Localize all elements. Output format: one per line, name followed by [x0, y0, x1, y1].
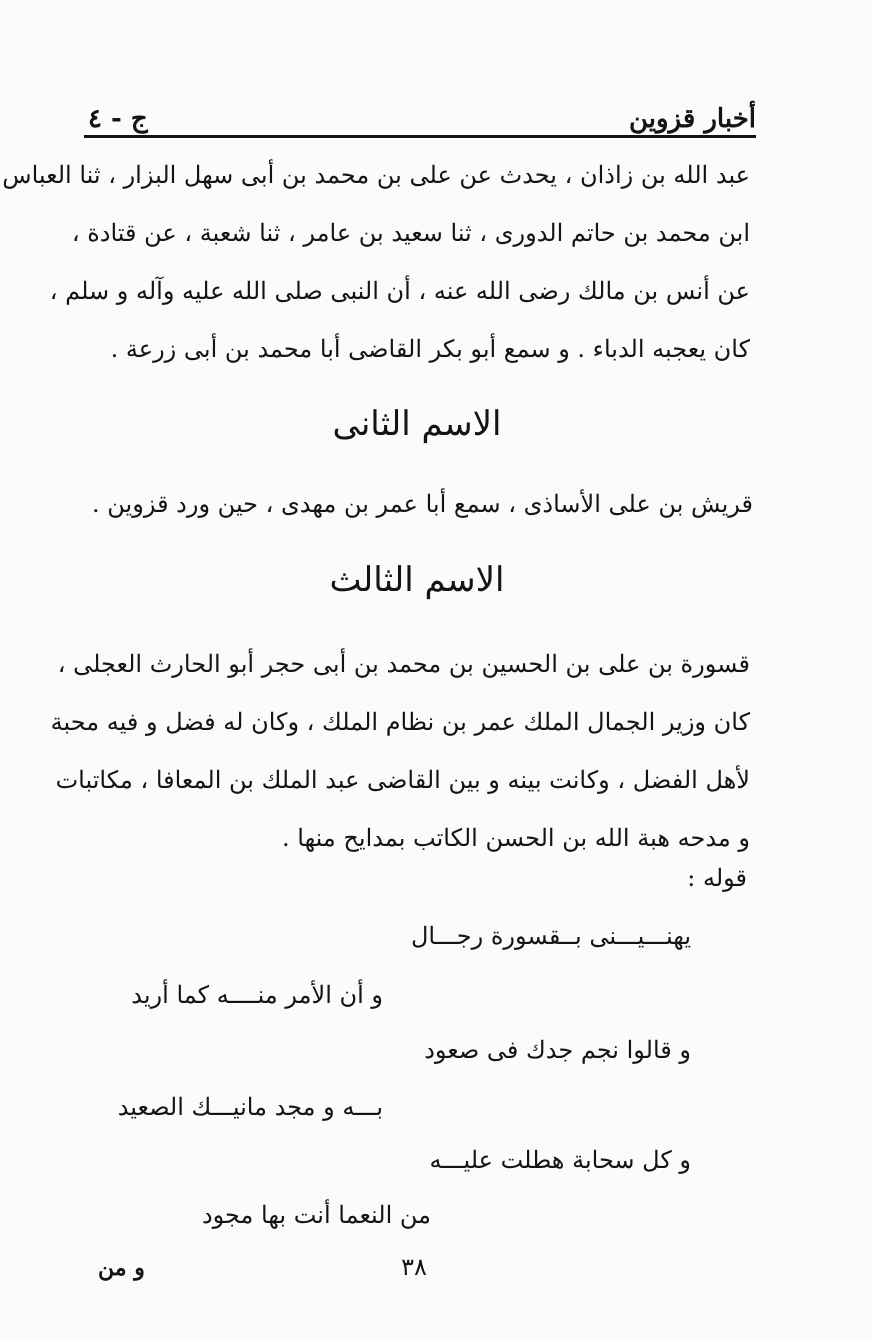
page-number: ٣٨: [401, 1253, 427, 1281]
text-line: كان وزير الجمال الملك عمر بن نظام الملك ، وكان له فضل و فيه محبة: [50, 708, 750, 736]
heading-second-name: الاسم الثانى: [332, 404, 502, 444]
paragraph-quraysh: قريش بن على الأساذى ، سمع أبا عمر بن مهدى ، حين ورد قزوين .: [92, 490, 753, 518]
poem-verse: من النعما أنت بها مجود: [201, 1201, 431, 1229]
text-line: عبد الله بن زاذان ، يحدث عن على بن محمد بن أبى سهل البزار ، ثنا العباس: [2, 161, 750, 189]
catchword: و من: [98, 1255, 145, 1281]
poem-verse: بـــه و مجد مانيـــك الصعيد: [117, 1093, 383, 1121]
text-line: لأهل الفضل ، وكانت بينه و بين القاضى عبد الملك بن المعافا ، مكاتبات: [55, 766, 750, 794]
poem-verse: يهنـــيـــنى بــقسورة رجـــال: [410, 922, 691, 950]
paragraph-hadith: [2, 146, 750, 378]
volume-label: ج - ٤: [88, 104, 148, 134]
paragraph-qaswara: [50, 635, 750, 867]
heading-third-name: الاسم الثالث: [329, 560, 505, 600]
poem-verse: و أن الأمر منــــه كما أريد: [131, 981, 383, 1009]
text-line: كان يعجبه الدباء . و سمع أبو بكر القاضى أبا محمد بن أبى زرعة .: [110, 335, 750, 363]
running-header: [88, 92, 756, 134]
text-line: ابن محمد بن حاتم الدورى ، ثنا سعيد بن عامر ، ثنا شعبة ، عن قتادة ،: [71, 219, 750, 247]
poem-intro: قوله :: [687, 864, 747, 892]
header-rule: [84, 135, 756, 138]
text-line: عن أنس بن مالك رضى الله عنه ، أن النبى صلى الله عليه وآله و سلم ،: [49, 277, 750, 305]
text-line: قسورة بن على بن الحسين بن محمد بن أبى حجر أبو الحارث العجلى ،: [57, 650, 750, 678]
book-title: أخبار قزوين: [628, 104, 756, 134]
poem-verse: و كل سحابة هطلت عليـــه: [429, 1146, 691, 1174]
poem-verse: و قالوا نجم جدك فى صعود: [424, 1036, 691, 1064]
text-line: و مدحه هبة الله بن الحسن الكاتب بمدايح منها .: [282, 824, 750, 852]
